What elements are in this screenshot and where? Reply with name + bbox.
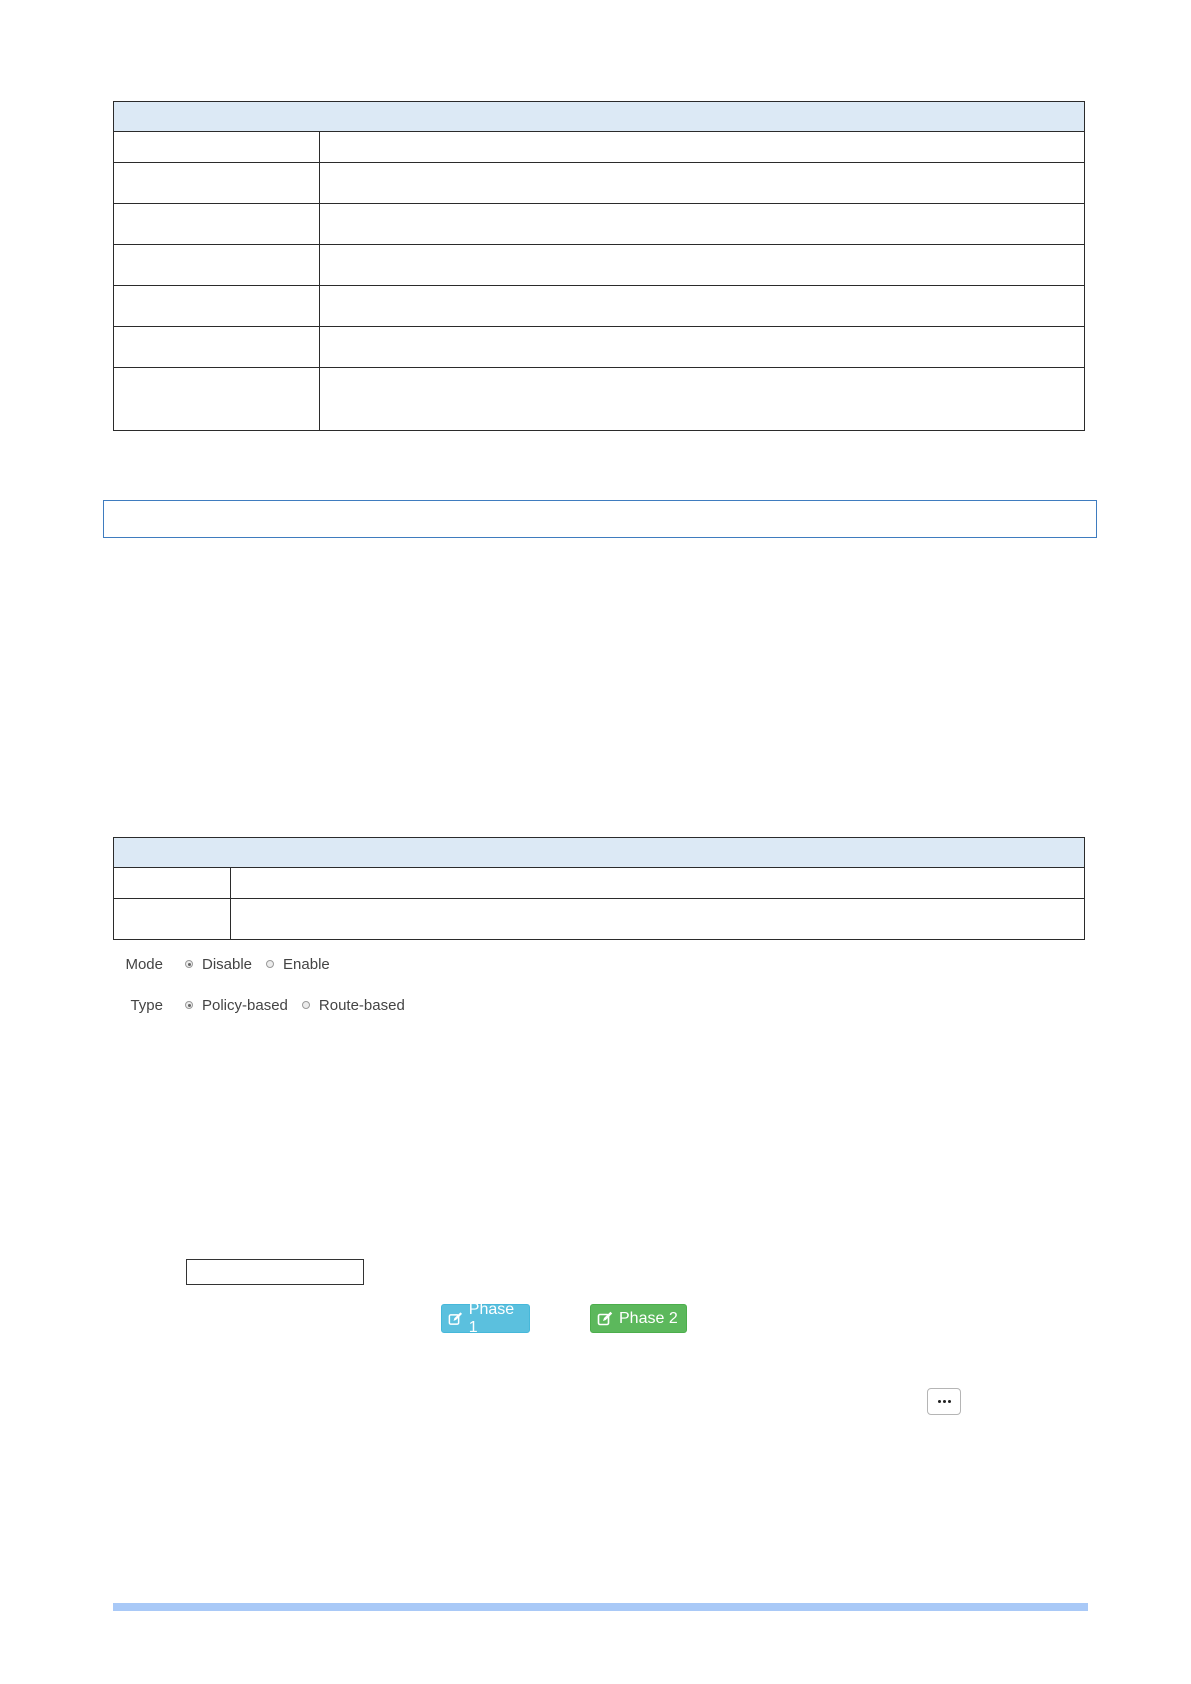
ellipsis-icon bbox=[943, 1400, 946, 1403]
table-row bbox=[114, 327, 1084, 368]
mode-label: Mode bbox=[125, 955, 163, 973]
table-cell-value bbox=[320, 245, 1084, 285]
table-cell-value bbox=[320, 163, 1084, 203]
table-row bbox=[114, 245, 1084, 286]
table-cell-value bbox=[320, 327, 1084, 367]
phase-2-button[interactable] bbox=[590, 1304, 687, 1333]
info-table-1 bbox=[113, 101, 1085, 431]
type-policy-based-label[interactable]: Policy-based bbox=[202, 996, 288, 1014]
info-table-2-header bbox=[114, 838, 1084, 868]
table-cell-key bbox=[114, 868, 231, 898]
table-row bbox=[114, 899, 1084, 939]
table-cell-value bbox=[320, 204, 1084, 244]
more-options-button[interactable] bbox=[927, 1388, 961, 1415]
table-cell-key bbox=[114, 163, 320, 203]
mode-disable-radio[interactable] bbox=[185, 960, 193, 968]
table-cell-key bbox=[114, 327, 320, 367]
info-table-1-header bbox=[114, 102, 1084, 132]
table-row bbox=[114, 368, 1084, 430]
table-cell-key bbox=[114, 899, 231, 939]
note-box bbox=[103, 500, 1097, 538]
mode-row bbox=[113, 952, 344, 976]
table-cell-key bbox=[114, 132, 320, 162]
mode-enable-radio[interactable] bbox=[266, 960, 274, 968]
table-cell-value bbox=[320, 132, 1084, 162]
ellipsis-icon bbox=[948, 1400, 951, 1403]
table-cell-value bbox=[231, 868, 1084, 898]
table-cell-key bbox=[114, 286, 320, 326]
table-row bbox=[114, 132, 1084, 163]
table-cell-key bbox=[114, 204, 320, 244]
type-row bbox=[113, 993, 419, 1017]
type-label: Type bbox=[130, 996, 163, 1014]
type-route-based-radio[interactable] bbox=[302, 1001, 310, 1009]
table-cell-key bbox=[114, 368, 320, 430]
table-cell-value bbox=[320, 368, 1084, 430]
table-cell-key bbox=[114, 245, 320, 285]
ellipsis-icon bbox=[938, 1400, 941, 1403]
edit-icon bbox=[448, 1311, 463, 1327]
phase-1-label: Phase 1 bbox=[468, 1300, 515, 1336]
footer-bar bbox=[113, 1603, 1088, 1611]
table-row bbox=[114, 286, 1084, 327]
table-cell-value bbox=[320, 286, 1084, 326]
mode-enable-label[interactable]: Enable bbox=[283, 955, 330, 973]
phase-2-label: Phase 2 bbox=[619, 1309, 678, 1327]
table-row bbox=[114, 868, 1084, 899]
table-row bbox=[114, 204, 1084, 245]
phase-1-button[interactable] bbox=[441, 1300, 530, 1336]
name-input[interactable] bbox=[186, 1259, 364, 1285]
type-policy-based-radio[interactable] bbox=[185, 1001, 193, 1009]
table-row bbox=[114, 163, 1084, 204]
mode-disable-label[interactable]: Disable bbox=[202, 955, 253, 973]
table-cell-value bbox=[231, 899, 1084, 939]
type-route-based-label[interactable]: Route-based bbox=[318, 996, 405, 1014]
info-table-2 bbox=[113, 837, 1085, 940]
edit-icon bbox=[597, 1311, 613, 1327]
